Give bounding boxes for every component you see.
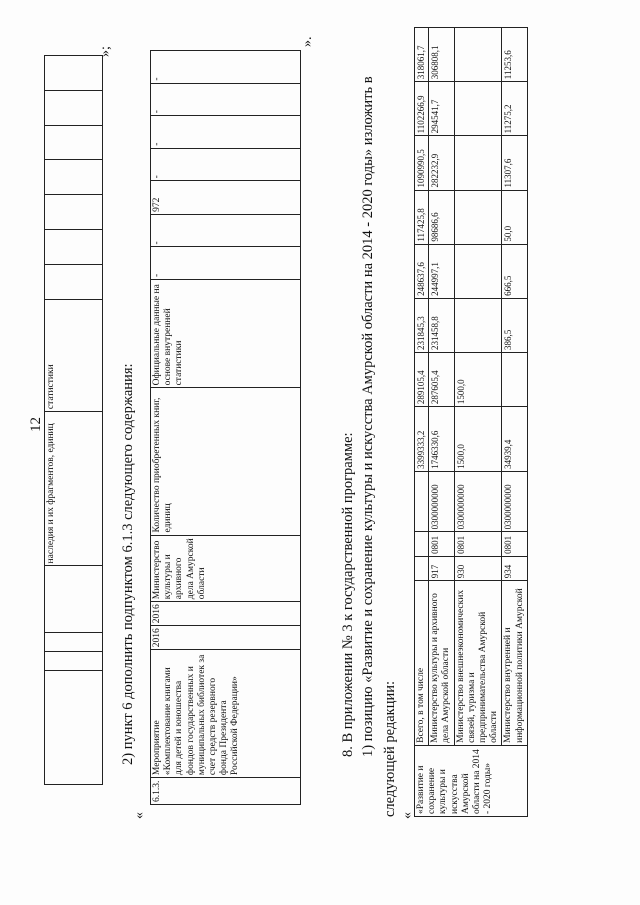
cell: 11275,2 xyxy=(502,82,527,136)
table-row xyxy=(151,51,301,805)
cell xyxy=(454,28,502,82)
cell: 0300000000 xyxy=(454,471,502,532)
cell: 0300000000 xyxy=(502,471,527,532)
cell xyxy=(45,56,103,91)
cell-executor: Министерство культуры и архивного дела Амурской области xyxy=(151,535,301,602)
cell: 287605,4 xyxy=(429,352,454,406)
closing-quote-1: »; xyxy=(98,46,113,57)
cell: 1500,0 xyxy=(454,352,502,406)
cell-ministry: Министерство внешнеэкономических связей, туризма и предпринимательства Амурской области xyxy=(454,581,502,746)
cell: 306808,1 xyxy=(429,28,454,82)
cell: 231458,8 xyxy=(429,298,454,352)
paragraph-8-1-line2: следующей редакции: xyxy=(382,680,398,817)
cell xyxy=(45,651,103,670)
paragraph-8: 8. В приложении № 3 к государственной программе: xyxy=(340,432,356,757)
cell xyxy=(454,136,502,190)
cell xyxy=(45,633,103,652)
cell-program: «Развитие и сохранение культуры и искусства Амурской области на 2014 - 2020 годы» xyxy=(415,745,528,816)
cell: 0801 xyxy=(502,532,527,556)
cell-stat: статистики xyxy=(45,299,103,412)
cell: 282232,9 xyxy=(429,136,454,190)
cell: 11307,6 xyxy=(502,136,527,190)
cell xyxy=(454,82,502,136)
cell-source: Официальные данные на основе внутренней статистики xyxy=(151,280,301,388)
cell xyxy=(45,90,103,125)
table-row xyxy=(454,28,502,817)
cell: 1090990,5 xyxy=(415,136,429,190)
cell: 0801 xyxy=(454,532,502,556)
cell xyxy=(415,532,429,556)
cell-val-4: - xyxy=(151,116,301,149)
cell-val-5: - xyxy=(151,83,301,116)
cell xyxy=(454,190,502,244)
top-continuation-table xyxy=(44,55,103,785)
cell xyxy=(45,230,103,265)
cell: 0801 xyxy=(429,532,454,556)
opening-quote-2: « xyxy=(400,812,415,819)
cell: 1746330,6 xyxy=(429,407,454,472)
cell xyxy=(45,160,103,195)
cell-indicator: Количество приобретенных книг, единиц xyxy=(151,388,301,535)
cell xyxy=(45,264,103,299)
cell: 289105,4 xyxy=(415,352,429,406)
cell xyxy=(415,556,429,580)
paragraph-8-1-line1: 1) позицию «Развитие и сохранение культуры и искусства Амурской области на 2014 - 2020 годы» изложить в xyxy=(360,76,376,757)
closing-quote-2: ». xyxy=(300,36,315,47)
cell: 11253,6 xyxy=(502,28,527,82)
cell-total-label: Всего, в том числе xyxy=(415,581,429,746)
cell: 318061,7 xyxy=(415,28,429,82)
cell-val-1: - xyxy=(151,214,301,247)
cell-ministry: Министерство культуры и архивного дела Амурской области xyxy=(429,581,454,746)
cell: 98686,6 xyxy=(429,190,454,244)
cell: 50,0 xyxy=(502,190,527,244)
cell: 117425,8 xyxy=(415,190,429,244)
cell-year-end: 2016 xyxy=(151,602,301,626)
cell xyxy=(415,471,429,532)
cell xyxy=(45,566,103,633)
table-row xyxy=(502,28,527,817)
cell xyxy=(45,125,103,160)
paragraph-2: 2) пункт 6 дополнить подпунктом 6.1.3 следующего содержания: xyxy=(120,363,136,765)
table-row xyxy=(429,28,454,817)
cell: 34939,4 xyxy=(502,407,527,472)
cell: 917 xyxy=(429,556,454,580)
cell xyxy=(454,244,502,298)
cell-activity: Мероприятие «Комплектование книгами для детей и юношества фондов государственных и муниципальных библиотек за счет средств резервного фонда Президента Российской Федерации» xyxy=(151,650,301,778)
cell-val-2: 972 xyxy=(151,181,301,215)
cell-heritage: наследия и их фрагментов, единиц xyxy=(45,412,103,566)
cell xyxy=(454,298,502,352)
cell: 244997,1 xyxy=(429,244,454,298)
cell: 1102266,9 xyxy=(415,82,429,136)
page-number: 12 xyxy=(28,417,44,432)
cell: 294541,7 xyxy=(429,82,454,136)
cell-number: 6.1.3. xyxy=(151,778,301,805)
cell xyxy=(502,352,527,406)
cell xyxy=(45,670,103,784)
cell: 934 xyxy=(502,556,527,580)
table-6-1-3 xyxy=(150,50,301,805)
cell: 930 xyxy=(454,556,502,580)
cell xyxy=(45,195,103,230)
cell: 0300000000 xyxy=(429,471,454,532)
cell: 666,5 xyxy=(502,244,527,298)
cell-val-0: - xyxy=(151,247,301,280)
cell-val-3: - xyxy=(151,148,301,181)
opening-quote-1: « xyxy=(132,812,147,819)
cell: 3399333,2 xyxy=(415,407,429,472)
financing-table xyxy=(414,27,528,817)
cell: 386,5 xyxy=(502,298,527,352)
cell: 1500,0 xyxy=(454,407,502,472)
cell: 231845,3 xyxy=(415,298,429,352)
cell-ministry: Министерство внутренней и информационной политики Амурской xyxy=(502,581,527,746)
table-row xyxy=(415,28,429,817)
cell: 248637,6 xyxy=(415,244,429,298)
cell-val-6: - xyxy=(151,51,301,84)
cell-year-start: 2016 xyxy=(151,626,301,650)
